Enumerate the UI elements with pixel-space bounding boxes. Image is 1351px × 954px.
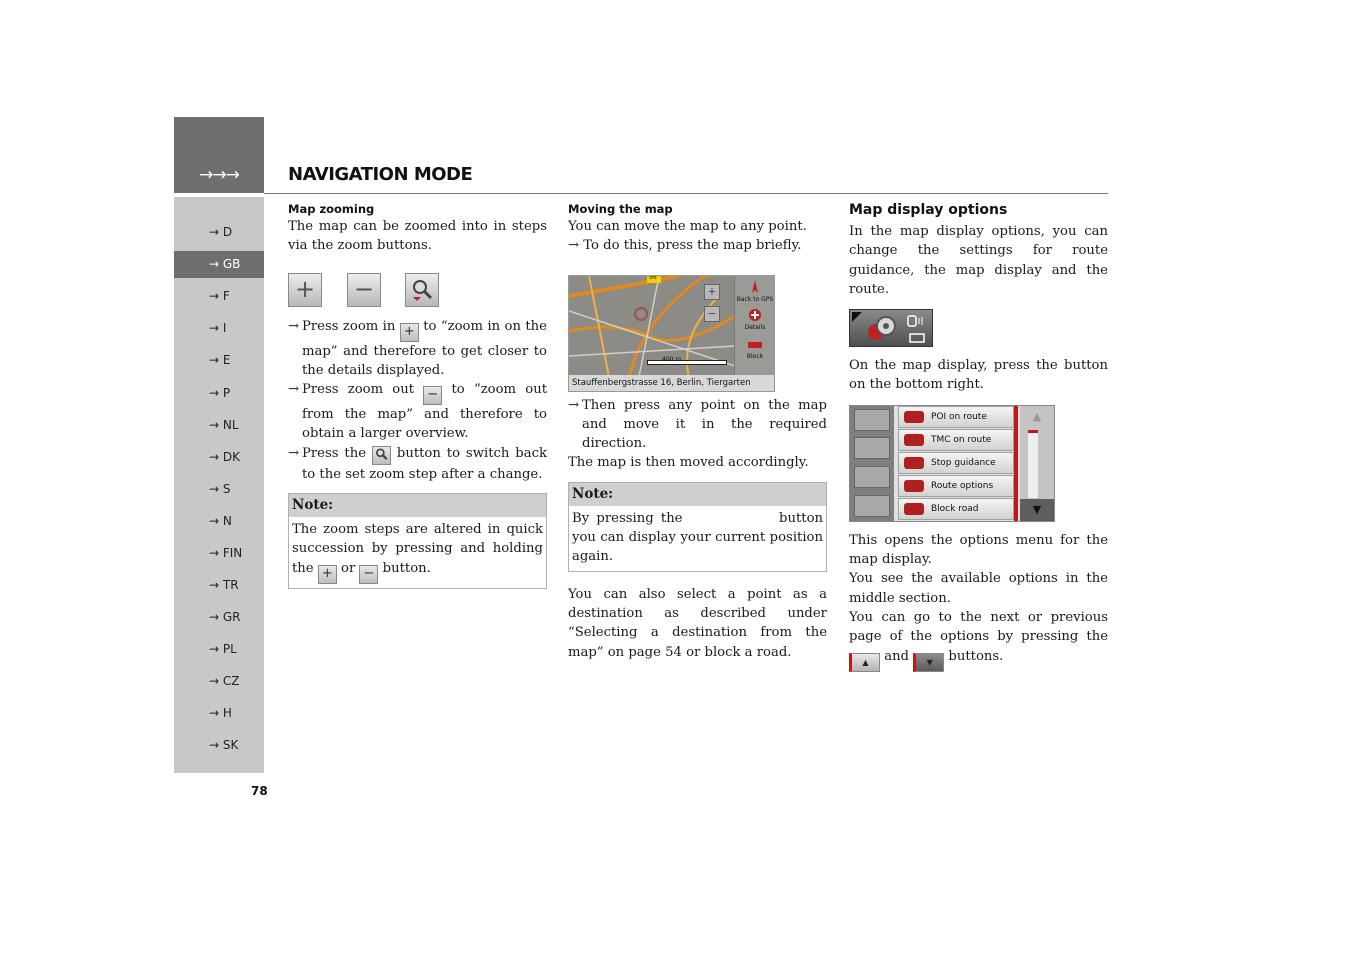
page-navigation-text: You can go to the next or previous page of the options by pressing the ▲ and ▼ buttons. — [849, 608, 1108, 672]
magnifier-icon — [409, 277, 435, 303]
inline-magnifier-icon — [372, 446, 391, 465]
bullet-zoom-in: → Press zoom in + to “zoom in on the map” and therefore to get closer to the details displayed. — [288, 318, 547, 378]
note-body: By pressing the button you can display your current position again. — [572, 510, 823, 565]
bullet-zoom-out: → Press zoom out − to “zoom out from the map” and therefore to obtain a larger overview. — [288, 382, 547, 442]
inline-zoom-out-button: − — [423, 386, 442, 405]
options-intro: In the map display options, you can change the settings for route guidance, the map display and the route. — [849, 224, 1108, 297]
tmc-warning-icon — [904, 434, 924, 446]
select-destination-text: You can also select a point as a destination as described under “Selecting a destination from the map” on page 54 or block a road. — [568, 586, 827, 660]
sidebar-item-n[interactable]: → N — [209, 514, 232, 528]
bullet-move-map: → Then press any point on the map and move it in the required direction. — [568, 397, 827, 452]
poi-icon — [904, 411, 924, 423]
sidebar-item-nl[interactable]: → NL — [209, 418, 239, 432]
zoom-buttons-row — [288, 273, 547, 315]
menu-scrollbar[interactable] — [1020, 406, 1054, 521]
sidebar-item-e[interactable]: → E — [209, 353, 231, 367]
sidebar-item-fin[interactable]: → FIN — [209, 546, 243, 560]
sidebar-item-dk[interactable]: → DK — [209, 450, 240, 464]
bullet-zoom-reset: → Press the button to switch back to the set zoom step after a change. — [288, 445, 547, 482]
zoom-in-button[interactable] — [288, 273, 322, 307]
moving-intro-2: → To do this, press the map briefly. — [568, 238, 802, 254]
sidebar-item-p[interactable]: → P — [209, 386, 231, 400]
menu-item-stop-guidance[interactable]: Stop guidance — [898, 452, 1014, 474]
truck-icon — [904, 480, 924, 492]
details-icon — [748, 308, 762, 322]
block-road-icon — [904, 503, 924, 515]
page-title: NAVIGATION MODE — [288, 164, 473, 185]
available-options-text: You see the available options in the middle section. — [849, 571, 1108, 606]
section-heading-map-display-options: Map display options — [849, 202, 1008, 218]
column-map-display-options — [849, 202, 1108, 672]
map-zoom-in-button[interactable]: + — [704, 284, 720, 300]
menu-item-tmc-on-route[interactable]: TMC on route — [898, 429, 1014, 451]
note-box-zoom — [288, 493, 547, 589]
map-settings-icon[interactable] — [854, 466, 890, 488]
menu-item-poi-on-route[interactable]: POI on route — [898, 406, 1014, 428]
sidebar-item-cz[interactable]: → CZ — [209, 674, 240, 688]
column-map-zooming — [288, 202, 547, 589]
inline-zoom-out-button: − — [359, 565, 378, 584]
map-zoom-controls — [704, 284, 720, 326]
menu-item-block-road[interactable]: Block road — [898, 498, 1014, 520]
moved-accordingly-text: The map is then moved accordingly. — [568, 455, 809, 471]
map-scale-bar — [647, 360, 727, 365]
header-rule — [264, 193, 1108, 194]
sidebar-item-f[interactable]: → F — [209, 289, 230, 303]
block-icon — [747, 338, 763, 352]
sidebar-item-gb[interactable]: → GB — [174, 251, 264, 278]
section-heading-map-zooming: Map zooming — [288, 202, 375, 216]
sidebar-item-d[interactable]: → D — [209, 225, 233, 239]
tmc-icon[interactable] — [854, 437, 890, 459]
page-number: 78 — [251, 784, 268, 798]
section-heading-moving-map: Moving the map — [568, 202, 673, 216]
zoom-out-button[interactable] — [347, 273, 381, 307]
menu-left-icons — [850, 406, 894, 521]
zoom-reset-button[interactable] — [405, 273, 439, 307]
header-arrows: →→→ — [199, 165, 239, 185]
options-menu-screenshot — [849, 405, 1055, 522]
note-body: The zoom steps are altered in quick succession by pressing and holding the + or − button. — [289, 517, 546, 588]
minus-icon: − — [353, 274, 375, 303]
sidebar-item-gr[interactable]: → GR — [209, 610, 241, 624]
compass-icon — [747, 279, 763, 295]
sidebar-item-s[interactable]: → S — [209, 482, 231, 496]
details-label[interactable]: Details — [744, 323, 766, 331]
compass-icon[interactable] — [854, 495, 890, 517]
sidebar-item-sk[interactable]: → SK — [209, 738, 239, 752]
opens-menu-text: This opens the options menu for the map display. — [849, 532, 1108, 568]
road-number-label: 96 — [649, 274, 657, 281]
scroll-track — [1028, 430, 1038, 498]
scroll-up-icon[interactable]: ▲ — [1032, 409, 1042, 423]
zoom-intro: The map can be zoomed into in steps via the zoom buttons. — [288, 219, 547, 254]
inline-down-arrow-icon: ▼ — [913, 653, 944, 672]
inline-zoom-in-button: + — [400, 323, 419, 342]
block-label[interactable]: Block — [746, 352, 764, 360]
stop-icon — [904, 457, 924, 469]
column-moving-map — [568, 202, 827, 662]
menu-item-route-options[interactable]: Route options — [898, 475, 1014, 497]
scroll-down-icon[interactable]: ▼ — [1020, 499, 1054, 521]
inline-up-arrow-icon: ▲ — [849, 653, 880, 672]
settings-gear-icon — [850, 310, 934, 348]
note-title: Note: — [569, 483, 826, 506]
menu-red-divider — [1014, 406, 1018, 521]
route-icon[interactable] — [854, 409, 890, 431]
note-title: Note: — [289, 494, 546, 517]
sidebar-item-h[interactable]: → H — [209, 706, 232, 720]
back-to-gps-label[interactable]: Back to GPS — [736, 295, 774, 303]
note-box-gps — [568, 482, 827, 572]
sidebar-item-i[interactable]: → I — [209, 321, 227, 335]
map-zoom-out-button[interactable]: − — [704, 306, 720, 322]
map-screenshot[interactable] — [568, 275, 775, 392]
map-side-panel — [734, 276, 774, 377]
sidebar-item-tr[interactable]: → TR — [209, 578, 239, 592]
inline-zoom-in-button: + — [318, 565, 337, 584]
press-button-text: On the map display, press the button on the bottom right. — [849, 358, 1108, 393]
map-address-bar: Stauffenbergstrasse 16, Berlin, Tiergarten — [569, 375, 774, 391]
header-block — [174, 117, 264, 193]
options-button-image[interactable] — [849, 309, 933, 347]
moving-intro-1: You can move the map to any point. — [568, 219, 807, 234]
language-sidebar — [174, 197, 264, 773]
sidebar-item-pl[interactable]: → PL — [209, 642, 237, 656]
plus-icon: + — [294, 274, 316, 303]
map-scale-label: 400 m — [662, 355, 682, 363]
